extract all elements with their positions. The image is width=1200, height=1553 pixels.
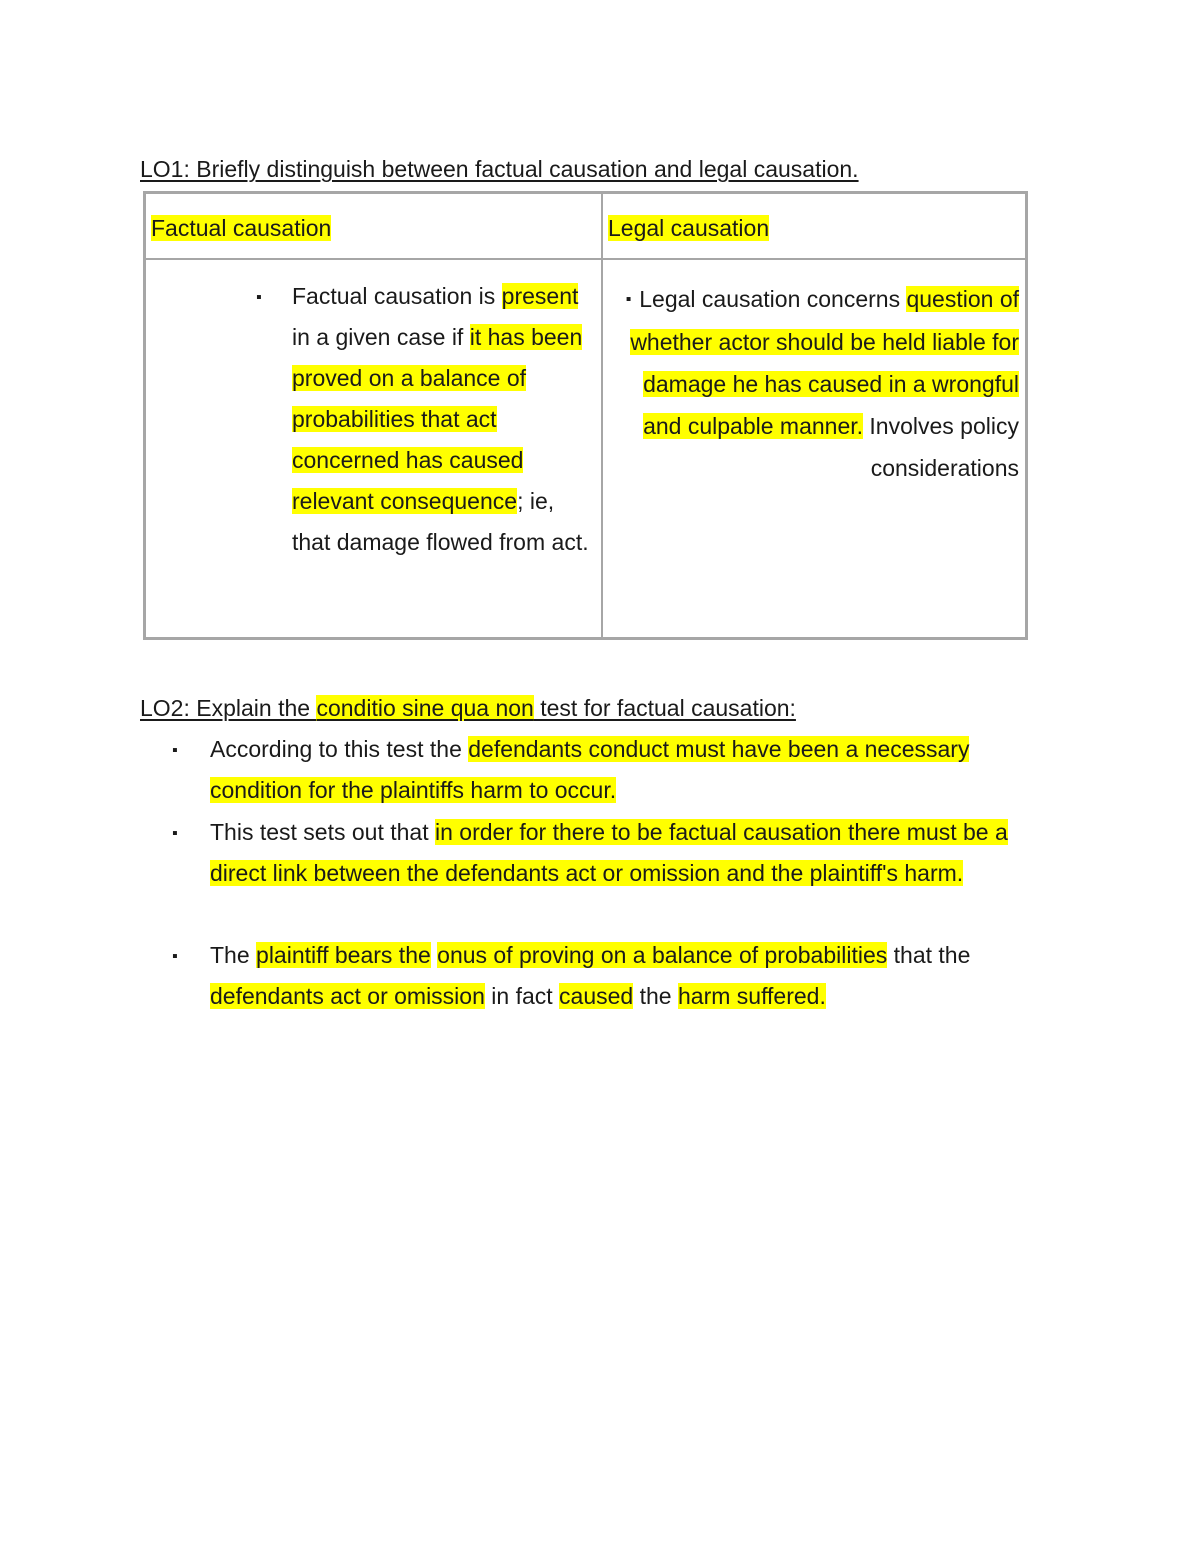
lo2-list-item-3 bbox=[210, 935, 1055, 1017]
text-segment: in a given case if bbox=[292, 324, 470, 350]
text-segment: test for factual causation: bbox=[533, 695, 796, 721]
highlighted-text: defendants act or omission bbox=[210, 983, 485, 1009]
legal-bullet-marker: ▪ bbox=[625, 291, 632, 308]
lo2-bullet-marker-2: ▪ bbox=[172, 825, 178, 842]
highlighted-text: onus of proving on a balance of probabilities bbox=[437, 942, 888, 968]
lo2-list-item-2 bbox=[210, 812, 1030, 894]
factual-bullet-marker: ▪ bbox=[256, 289, 262, 306]
text-segment: the bbox=[633, 983, 678, 1009]
text-segment: According to this test the bbox=[210, 736, 469, 762]
highlighted-text: in order for there to be factual causation there must be a direct link between the defendants act or omission and the plaintiff's harm. bbox=[210, 819, 1008, 886]
highlighted-text: conditio sine qua non bbox=[316, 695, 534, 721]
header-factual-label: Factual causation bbox=[151, 215, 332, 241]
text-segment: Factual causation is bbox=[292, 283, 502, 309]
lo2-list-item-1 bbox=[210, 729, 1040, 811]
header-legal-label: Legal causation bbox=[608, 215, 770, 241]
highlighted-text: it has been proved on a balance of probabilities that act concerned has caused relevant consequence bbox=[292, 324, 583, 514]
text-segment: This test sets out that bbox=[210, 819, 435, 845]
text-segment: in fact bbox=[484, 983, 560, 1009]
text-segment: The bbox=[210, 942, 257, 968]
highlighted-text: present bbox=[501, 283, 579, 309]
text-segment: LO2: Explain the bbox=[140, 695, 317, 721]
highlighted-text: defendants conduct must have been a necessary condition for the plaintiffs harm to occur. bbox=[210, 736, 970, 803]
highlighted-text: harm suffered. bbox=[677, 983, 826, 1009]
highlighted-text: question of whether actor should be held liable for damage he has caused in a wrongful and culpable manner. bbox=[630, 286, 1019, 439]
highlighted-text: plaintiff bears the bbox=[256, 942, 431, 968]
text-segment: Legal causation concerns bbox=[639, 286, 907, 312]
lo2-bullet-marker-3: ▪ bbox=[172, 948, 178, 965]
lo1-heading: LO1: Briefly distinguish between factual causation and legal causation. bbox=[140, 156, 859, 182]
lo2-bullet-marker-1: ▪ bbox=[172, 742, 178, 759]
text-segment: that the bbox=[887, 942, 971, 968]
highlighted-text: caused bbox=[559, 983, 634, 1009]
text-segment: ; ie, that damage flowed from act. bbox=[292, 488, 589, 555]
text-segment: Involves policy considerations bbox=[863, 413, 1019, 481]
